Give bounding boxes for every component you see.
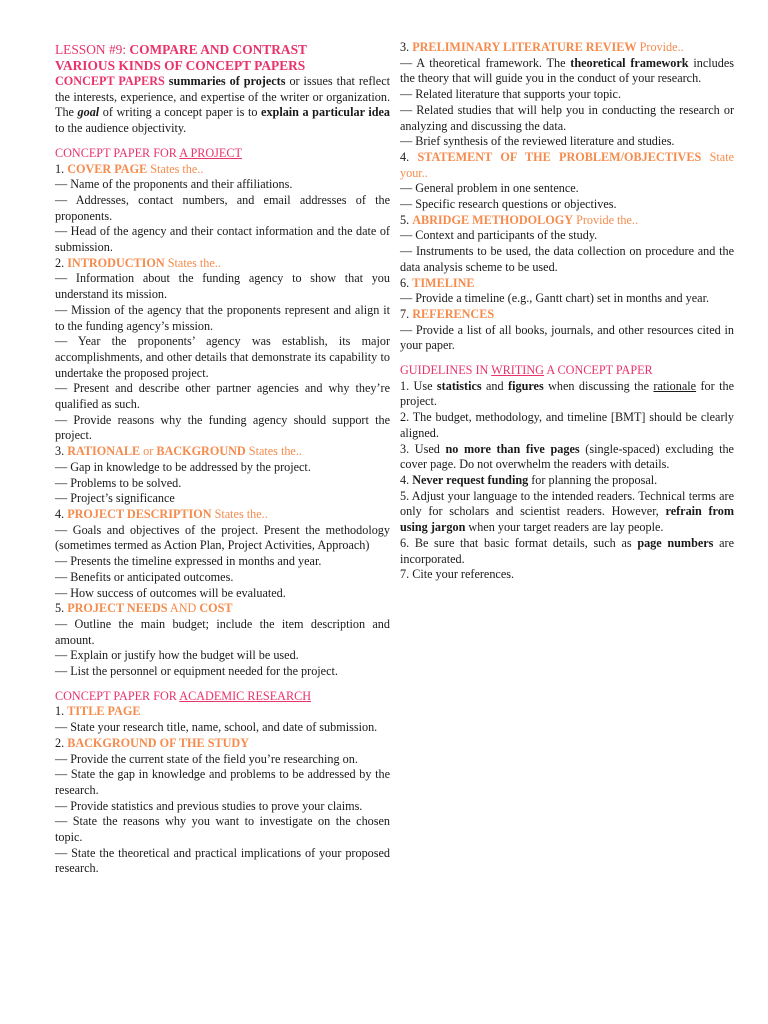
guideline-item: 2. The budget, methodology, and timeline [BMT] should be clearly aligned.	[400, 410, 734, 440]
item-head: RATIONALE	[67, 444, 141, 459]
item-tail: States the..	[164, 255, 221, 270]
list-item: — Explain or justify how the budget will be used.	[55, 648, 299, 663]
lit-review-heading	[400, 40, 734, 56]
research-item-heading	[400, 276, 734, 292]
item-tail: States the..	[211, 506, 268, 521]
research-item-heading	[400, 307, 734, 323]
item-num: 4.	[400, 149, 418, 164]
g-text: 5. Adjust your language to the intended readers. Technical terms are only for scholars and scientist readers. However,	[400, 488, 734, 519]
list-item	[400, 56, 734, 87]
intro-goal: goal	[77, 105, 100, 120]
intro-text1: or issues that reflect the interests, experience, and expertise of the writer or organization. The	[55, 74, 390, 120]
left-column	[55, 40, 390, 877]
item-head: PRELIMINARY LITERATURE REVIEW	[412, 40, 637, 54]
g-text: for planning the proposal.	[528, 472, 658, 487]
list-item: — Information about the funding agency to show that you understand its mission.	[55, 271, 390, 302]
g-underlined: rationale	[653, 378, 697, 393]
intro-bold2: explain a particular idea	[261, 105, 390, 120]
academic-item-heading	[55, 704, 390, 720]
guidelines-heading-pre: GUIDELINES IN	[400, 363, 492, 378]
list-item: — State the theoretical and practical implications of your proposed research.	[55, 845, 390, 876]
intro-paragraph	[55, 74, 390, 137]
guideline-item: 7. Cite your references.	[400, 567, 515, 582]
list-item: — Provide the current state of the field you’re researching on.	[55, 751, 358, 766]
list-item: — State the gap in knowledge and problems to be addressed by the research.	[55, 767, 390, 797]
guideline-item	[400, 536, 734, 567]
list-item: — Problems to be solved.	[55, 475, 182, 490]
list-item: — Brief synthesis of the reviewed literature and studies.	[400, 134, 675, 149]
g-text: 4.	[400, 472, 413, 487]
lit-first-a: — A theoretical framework. The	[400, 55, 571, 70]
academic-item-heading	[55, 736, 390, 752]
guidelines-heading-post: A CONCEPT PAPER	[543, 363, 653, 378]
list-item: — List the personnel or equipment needed for the project.	[55, 664, 338, 679]
item-head: TITLE PAGE	[67, 704, 141, 719]
item-tail: Provide the..	[573, 212, 639, 227]
list-item: — How success of outcomes will be evaluated.	[55, 585, 286, 600]
list-item: — Instruments to be used, the data collection on procedure and the data analysis scheme to be used.	[400, 244, 734, 274]
item-num: 1.	[55, 704, 68, 719]
academic-heading-pre: CONCEPT PAPER FOR	[55, 688, 180, 703]
item-num: 6.	[400, 275, 413, 290]
list-item: — State the reasons why you want to investigate on the chosen topic.	[55, 814, 390, 845]
list-item: — State your research title, name, school, and date of submission.	[55, 720, 378, 735]
project-item-heading	[55, 507, 390, 523]
g-bold: statistics	[436, 378, 482, 393]
item-num: 2.	[55, 735, 68, 750]
item-head: PROJECT NEEDS	[67, 601, 168, 616]
list-item: — Year the proponents’ agency was establish, its major accomplishments, and other details that demonstrate its capability to undertake the proposed project.	[55, 334, 390, 380]
g-text: when discussing the	[543, 378, 654, 393]
item-head2: BACKGROUND	[156, 444, 246, 459]
item-head: PROJECT DESCRIPTION	[67, 506, 212, 521]
g-text: 1. Use	[400, 378, 437, 393]
list-item: — Project’s significance	[55, 491, 175, 506]
g-text: (single-spaced) excluding the cover page. Do not overwhelm the readers with details.	[400, 441, 734, 472]
list-item: — Provide a timeline (e.g., Gantt chart) set in months and year.	[400, 291, 710, 306]
guideline-item	[400, 489, 734, 536]
g-text: are incorporated.	[400, 535, 734, 566]
intro-text2: of writing a concept paper is to	[99, 105, 262, 120]
lesson-title-line1: COMPARE AND CONTRAST	[129, 42, 307, 57]
g-bold: no more than five pages	[445, 441, 580, 456]
item-num: 5.	[55, 601, 68, 616]
item-head2: COST	[199, 601, 233, 616]
guideline-item	[400, 379, 734, 410]
g-text: for the project.	[400, 378, 734, 409]
item-head: BACKGROUND OF THE STUDY	[67, 735, 250, 750]
item-head: REFERENCES	[412, 306, 495, 321]
item-num: 1.	[55, 161, 68, 176]
project-item-heading	[55, 162, 390, 178]
g-text: 3. Used	[400, 441, 446, 456]
academic-heading-underlined: ACADEMIC RESEARCH	[179, 688, 312, 703]
list-item: — Specific research questions or objectives.	[400, 197, 617, 212]
g-text: when your target readers are lay people.	[465, 520, 664, 535]
list-item: — Name of the proponents and their affiliations.	[55, 177, 293, 192]
list-item: — Provide statistics and previous studies to prove your claims.	[55, 798, 363, 813]
item-num: 5.	[400, 212, 413, 227]
guidelines-heading-underlined: WRITING	[491, 363, 544, 378]
item-num: 3.	[400, 40, 413, 54]
list-item: — Addresses, contact numbers, and email addresses of the proponents.	[55, 192, 390, 223]
project-item-heading	[55, 601, 390, 617]
list-item: — Related literature that supports your topic.	[400, 87, 622, 102]
item-tail: State your..	[400, 149, 735, 180]
list-item: — Present and describe other partner agencies and why they’re qualified as such.	[55, 381, 390, 412]
lesson-title	[55, 42, 390, 74]
research-item-heading	[400, 150, 734, 181]
item-num: 3.	[55, 444, 68, 459]
item-head: STATEMENT OF THE PROBLEM/OBJECTIVES	[417, 149, 702, 164]
list-item: — Provide reasons why the funding agency should support the project.	[55, 412, 390, 443]
item-tail: States the..	[147, 161, 204, 176]
item-num: 7.	[400, 306, 413, 321]
list-item: — Gap in knowledge to be addressed by the project.	[55, 459, 311, 474]
lit-first-bold: theoretical framework	[570, 55, 689, 70]
g-bold: Never request funding	[412, 472, 529, 487]
item-head: TIMELINE	[412, 275, 475, 290]
g-text: and	[481, 378, 509, 393]
list-item: — Presents the timeline expressed in months and year.	[55, 554, 322, 569]
list-item: — Context and participants of the study.	[400, 228, 598, 243]
list-item: — Related studies that will help you in conducting the research or analyzing and discussing the data.	[400, 102, 734, 133]
guidelines-heading	[400, 363, 734, 379]
guideline-item	[400, 442, 734, 473]
lesson-prefix: LESSON #9:	[55, 42, 130, 57]
list-item: — General problem in one sentence.	[400, 181, 579, 196]
project-heading-pre: CONCEPT PAPER FOR	[55, 145, 180, 160]
list-item: — Goals and objectives of the project. Present the methodology (sometimes termed as Action Plan, Project Activities, Approach)	[55, 522, 390, 553]
list-item: — Benefits or anticipated outcomes.	[55, 569, 234, 584]
item-tail: States the..	[245, 444, 302, 459]
item-head: COVER PAGE	[67, 161, 148, 176]
list-item: — Head of the agency and their contact information and the date of submission.	[55, 224, 390, 255]
item-num: 2.	[55, 255, 68, 270]
g-bold: page numbers	[637, 535, 714, 550]
list-item: — Outline the main budget; include the item description and amount.	[55, 616, 390, 647]
item-head: ABRIDGE METHODOLOGY	[412, 212, 574, 227]
lesson-title-line2: VARIOUS KINDS OF CONCEPT PAPERS	[55, 58, 306, 73]
project-item-heading	[55, 256, 390, 272]
research-item-heading	[400, 213, 734, 229]
project-item-heading	[55, 444, 390, 460]
intro-text3: to the audience objectivity.	[55, 121, 187, 136]
project-heading-underlined: A PROJECT	[179, 145, 242, 160]
guideline-item	[400, 473, 734, 489]
item-head: INTRODUCTION	[67, 255, 165, 270]
intro-bold1: summaries of projects	[168, 74, 286, 88]
g-bold: figures	[508, 378, 544, 393]
list-item: — Provide a list of all books, journals, and other resources cited in your paper.	[400, 322, 734, 353]
lit-first-c: includes the theory that will guide you in the conduct of your research.	[400, 55, 734, 86]
academic-heading	[55, 689, 390, 705]
item-num: 4.	[55, 506, 68, 521]
item-tail: Provide..	[636, 40, 684, 54]
g-bold: refrain from using jargon	[400, 504, 734, 535]
list-item: — Mission of the agency that the proponents represent and align it to the funding agency’s mission.	[55, 302, 390, 333]
item-mid: or	[140, 444, 157, 459]
project-heading	[55, 146, 390, 162]
item-mid: AND	[167, 601, 200, 616]
intro-term: CONCEPT PAPERS	[55, 74, 165, 88]
right-column	[400, 40, 734, 583]
g-text: 6. Be sure that basic format details, such as	[400, 535, 638, 550]
